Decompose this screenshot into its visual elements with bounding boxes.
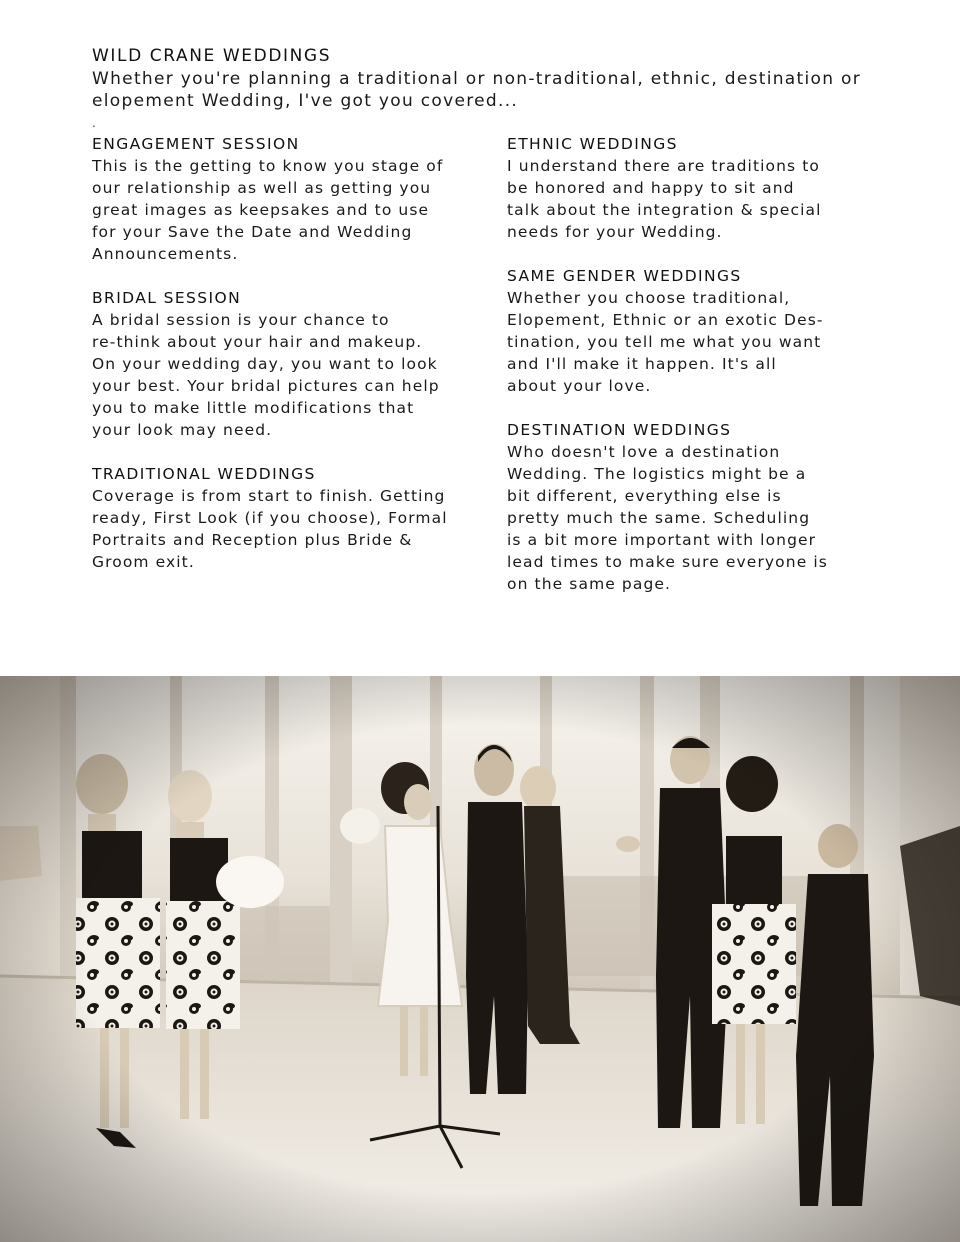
section-traditional (92, 463, 482, 573)
section-title: SAME GENDER WEDDINGS (507, 267, 742, 285)
section-body: A bridal session is your chance to re-think about your hair and makeup. On your wedding day, you want to look your best. Your bridal pictures can help you to make little modifications that your look may need. (92, 311, 440, 439)
section-title: TRADITIONAL WEDDINGS (92, 465, 316, 483)
section-title: ENGAGEMENT SESSION (92, 135, 300, 153)
wedding-ceremony-photo (0, 676, 960, 1242)
section-title: DESTINATION WEDDINGS (507, 421, 732, 439)
right-column (507, 133, 867, 617)
header (92, 44, 922, 130)
ceremony-illustration (0, 676, 960, 1242)
section-body: This is the getting to know you stage of our relationship as well as getting you great images as keepsakes and to use for your Save the Date and Wedding Announcements. (92, 157, 444, 263)
intro-text: Whether you're planning a traditional or non-traditional, ethnic, destination or elopement Wedding, I've got you covered... (92, 69, 861, 111)
section-engagement (92, 133, 482, 265)
section-body: Coverage is from start to finish. Getting ready, First Look (if you choose), Formal Portraits and Reception plus Bride & Groom exit. (92, 487, 448, 571)
section-title: ETHNIC WEDDINGS (507, 135, 678, 153)
section-bridal (92, 287, 482, 441)
section-body: I understand there are traditions to be honored and happy to sit and talk about the integration & special needs for your Wedding. (507, 157, 822, 241)
brand-title: WILD CRANE WEDDINGS (92, 46, 332, 66)
section-title: BRIDAL SESSION (92, 289, 242, 307)
left-column (92, 133, 482, 595)
section-ethnic (507, 133, 867, 243)
section-body: Who doesn't love a destination Wedding. The logistics might be a bit different, everything else is pretty much the same. Scheduling is a bit more important with longer lead times to make sure everyone is on the same page. (507, 443, 828, 593)
section-same-gender (507, 265, 867, 397)
section-destination (507, 419, 867, 595)
separator-dot: . (92, 116, 96, 130)
section-body: Whether you choose traditional, Elopement, Ethnic or an exotic Des- tination, you tell me what you want and I'll make it happen. It's all about your love. (507, 289, 824, 395)
